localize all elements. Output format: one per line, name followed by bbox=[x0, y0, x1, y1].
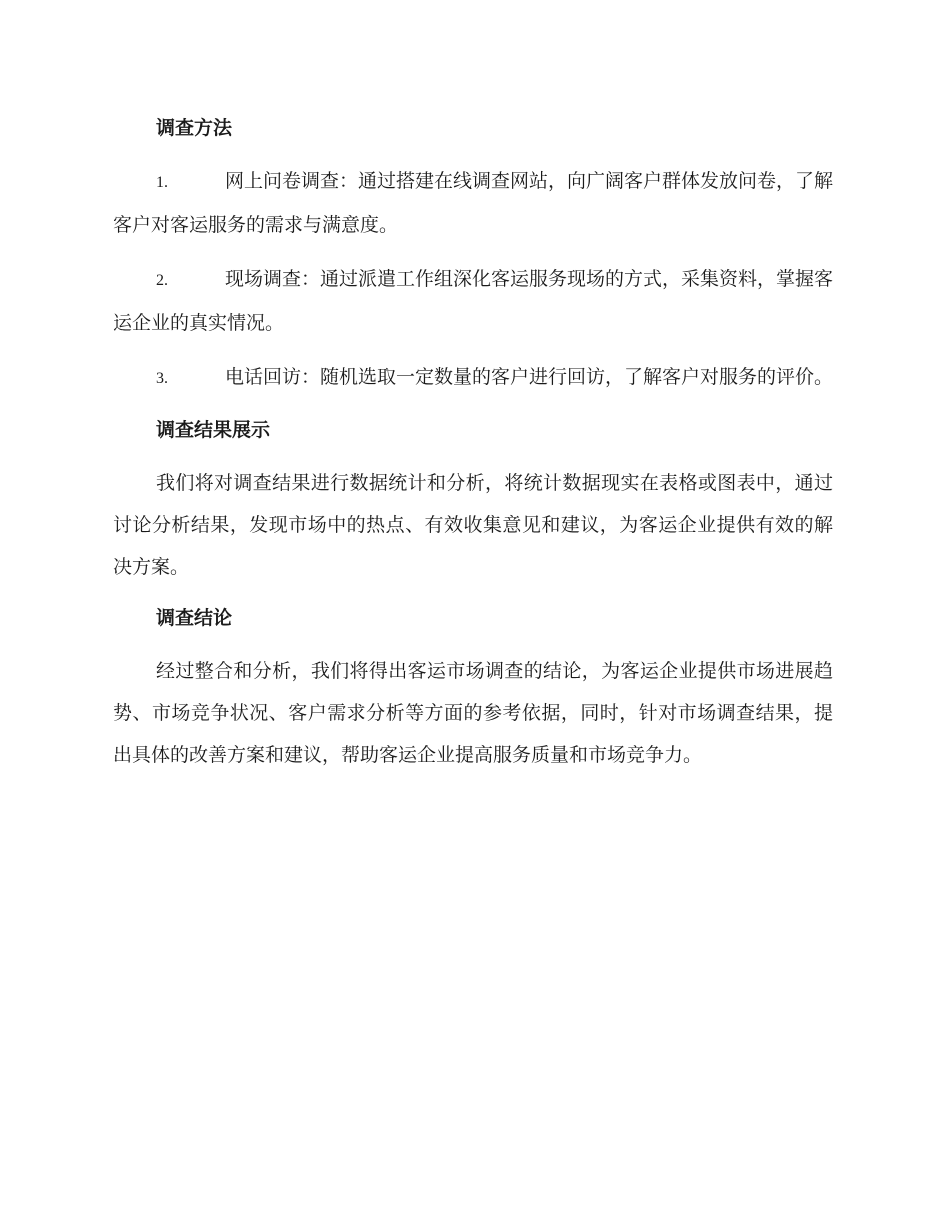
method-item-3 bbox=[113, 356, 833, 400]
section-heading-methods: 调查方法 bbox=[156, 117, 233, 139]
conclusion-paragraph: 经过整合和分析，我们将得出客运市场调查的结论，为客运企业提供市场进展趋势、市场竞争状况、客户需求分析等方面的参考依据，同时，针对市场调查结果，提出具体的改善方案和建议，帮助客运企业提高服务质量和市场竞争力。 bbox=[113, 660, 833, 766]
section-heading-conclusion: 调查结论 bbox=[156, 607, 233, 629]
list-number: 2. bbox=[156, 272, 168, 289]
method-text: 电话回访：随机选取一定数量的客户进行回访，了解客户对服务的评价。 bbox=[225, 366, 834, 388]
document-body bbox=[113, 110, 833, 788]
method-item-1 bbox=[113, 160, 833, 246]
method-item-2 bbox=[113, 258, 833, 344]
method-text: 现场调查：通过派遣工作组深化客运服务现场的方式，采集资料，掌握客运企业的真实情况。 bbox=[113, 268, 834, 334]
section-heading-results: 调查结果展示 bbox=[156, 419, 271, 441]
method-text: 网上问卷调查：通过搭建在线调查网站，向广阔客户群体发放问卷，了解客户对客运服务的需求与满意度。 bbox=[113, 170, 834, 236]
list-number: 3. bbox=[156, 370, 168, 387]
list-number: 1. bbox=[156, 174, 168, 191]
results-paragraph: 我们将对调查结果进行数据统计和分析，将统计数据现实在表格或图表中，通过讨论分析结果，发现市场中的热点、有效收集意见和建议，为客运企业提供有效的解决方案。 bbox=[113, 472, 833, 578]
